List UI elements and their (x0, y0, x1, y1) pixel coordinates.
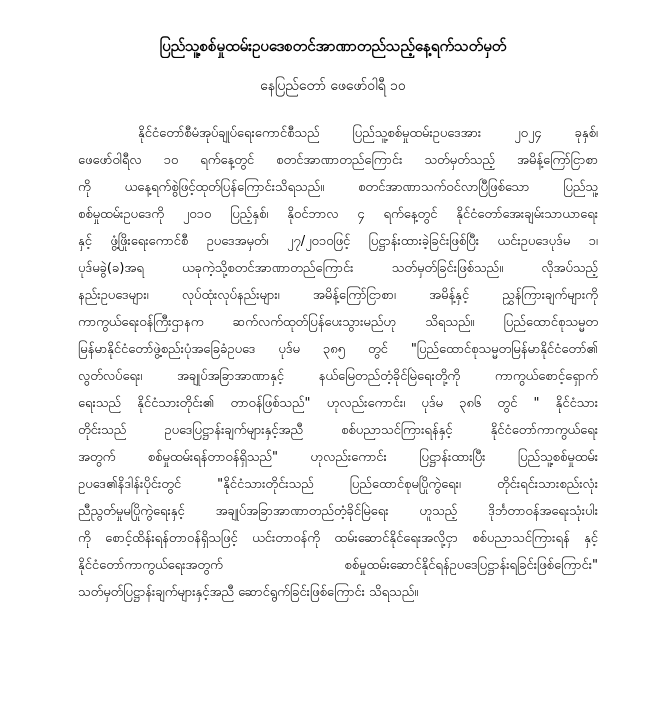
body-line: ဥပဒေ၏နိဒါန်းပိုင်းတွင် "နိုင်ငံသားတိုင်းသည် ပြည်ထောင်စုမပြိုကွဲရေး၊ တိုင်းရင်းသားစည်းလုံး (78, 477, 598, 492)
body-line: ဖေဖော်ဝါရီလ ၁၀ ရက်နေ့တွင် စတင်အာဏာတည်ကြောင်း သတ်မှတ်သည့် အမိန့်ကြော်ငြာစာ (78, 153, 598, 168)
body-line: မြန်မာနိုင်ငံတော်ဖွဲ့စည်းပုံအခြေခံဥပဒေ ပုဒ်မ ၃၈၅ တွင် "ပြည်ထောင်စုသမ္မတမြန်မာနိုင်ငံတော်၏ (78, 342, 598, 357)
body-line: သတ်မှတ်ပြဋ္ဌာန်းချက်များနှင့်အညီ ဆောင်ရွက်ခြင်းဖြစ်ကြောင်း သိရသည်။ (78, 585, 419, 600)
body-line: ရေးသည် နိုင်ငံသားတိုင်း၏ တာဝန်ဖြစ်သည်" ဟုလည်းကောင်း၊ ပုဒ်မ ၃၈၆ တွင် " နိုင်ငံသား (78, 396, 598, 411)
body-line: ပုဒ်မခွဲ(ခ)အရ ယခုကဲ့သို့စတင်အာဏာတည်ကြောင်း သတ်မှတ်ခြင်းဖြစ်သည်။ လိုအပ်သည့် (78, 261, 598, 276)
body-line: နည်းဥပဒေများ၊ လုပ်ထုံးလုပ်နည်းများ၊ အမိန့်ကြော်ငြာစာ၊ အမိန့်နှင့် ညွှန်ကြားချက်များကို (78, 288, 598, 303)
body-line: စစ်မှုထမ်းဥပဒေကို ၂၀၁၀ ပြည့်နှစ်၊ နိုဝင်ဘာလ ၄ ရက်နေ့တွင် နိုင်ငံတော်အေးချမ်းသာယာရေး (78, 207, 598, 222)
body-line: နှင့် ဖွံ့ဖြိုးရေးကောင်စီ ဥပဒေအမှတ်၊ ၂၇/၂၀၁၀ဖြင့် ပြဋ္ဌာန်းထားခဲ့ခြင်းဖြစ်ပြီး ယင်းဥပဒေပုဒ်မ ၁၊ (78, 234, 598, 249)
body-line: တိုင်းသည် ဥပဒေပြဋ္ဌာန်းချက်များနှင့်အညီ စစ်ပညာသင်ကြားရန်နှင့် နိုင်ငံတော်ကာကွယ်ရေး (78, 423, 598, 438)
body-line: ကာကွယ်ရေးဝန်ကြီးဌာနက ဆက်လက်ထုတ်ပြန်ပေးသွားမည်ဟု သိရသည်။ ပြည်ထောင်စုသမ္မတ (78, 315, 598, 330)
article-body (78, 120, 598, 606)
body-line: ကို စောင့်ထိန်းရန်တာဝန်ရှိသဖြင့် ယင်းတာဝန်ကို ထမ်းဆောင်နိုင်ရေးအလို့ငှာ စစ်ပညာသင်ကြားရန် နှင့် (78, 531, 598, 546)
body-line: ကို ယနေ့ရက်စွဲဖြင့်ထုတ်ပြန်ကြောင်းသိရသည်။ စတင်အာဏာသက်ဝင်လာပြီဖြစ်သော ပြည်သူ့ (78, 180, 598, 195)
body-line: နိုင်ငံတော်ကာကွယ်ရေးအတွက် စစ်မှုထမ်းဆောင်နိုင်ရန်ဥပဒေပြဋ္ဌာန်းရခြင်းဖြစ်ကြောင်း" (78, 558, 598, 573)
body-line: အတွက် စစ်မှုထမ်းရန်တာဝန်ရှိသည်" ဟုလည်းကောင်း ပြဋ္ဌာန်းထားပြီး ပြည်သူ့စစ်မှုထမ်း (78, 450, 598, 465)
body-line: နိုင်ငံတော်စီမံအုပ်ချုပ်ရေးကောင်စီသည် ပြည်သူ့စစ်မှုထမ်းဥပဒေအား ၂၀၂၄ ခုနှစ်၊ (138, 126, 598, 141)
document-title: ပြည်သူ့စစ်မှုထမ်းဥပဒေစတင်အာဏာတည်သည့်နေ့ရက်သတ်မှတ် (159, 37, 507, 55)
body-line: လွတ်လပ်ရေး၊ အချုပ်အခြာအာဏာနှင့် နယ်မြေတည်တံ့ခိုင်မြဲရေးတို့ကို ကာကွယ်စောင့်ရှောက် (78, 369, 598, 384)
body-line: ညီညွတ်မှုမပြိုကွဲရေးနှင့် အချုပ်အခြာအာဏာတည်တံ့ခိုင်မြဲရေး ဟူသည့် ဒိုင်္ဘတာဝန်အရေးသုံးပါး (78, 504, 598, 519)
dateline: နေပြည်တော် ဖေဖော်ဝါရီ ၁၀ (260, 78, 406, 94)
